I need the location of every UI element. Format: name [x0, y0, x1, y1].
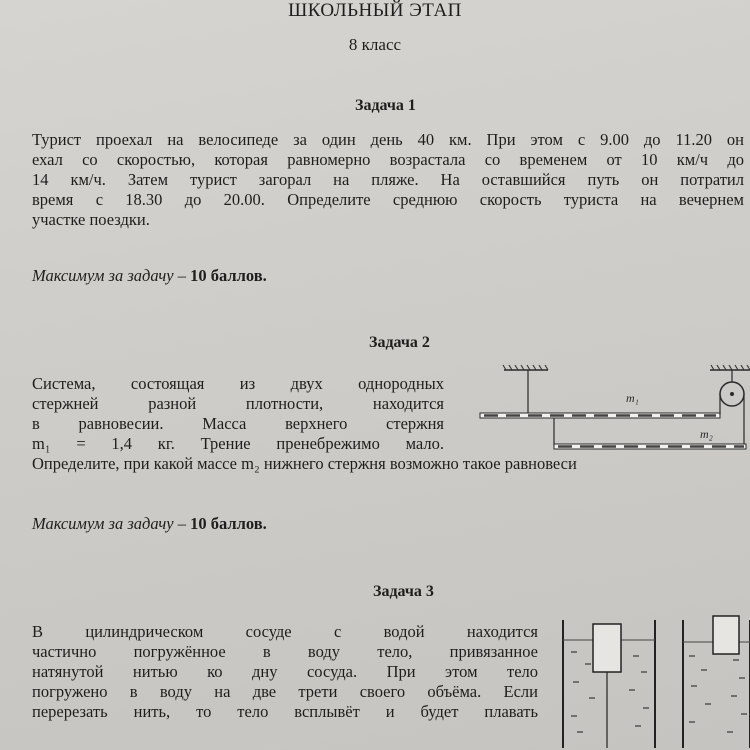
task1-line: время с 18.30 до 20.00. Определите среднюю скорость туриста на вечернем	[32, 190, 744, 209]
task1-title: Задача 1	[355, 97, 416, 114]
stage-header: ШКОЛЬНЫЙ ЭТАП	[288, 0, 462, 21]
task1-max-value: 10 баллов.	[190, 266, 267, 285]
task2-line: в равновесии. Масса верхнего стержня	[32, 414, 444, 433]
task3-line: частично погружённое в воду тело, привязанное	[32, 642, 538, 661]
task3-text	[32, 622, 538, 722]
task2-line: Определите, при какой массе m₂ нижнего стержня возможно такое равновеси	[32, 454, 577, 473]
label-m1: m₁	[626, 391, 639, 405]
task2-max-label: Максимум за задачу –	[32, 514, 191, 533]
label-m2: m₂	[700, 427, 713, 441]
task2-line: m₁ = 1,4 кг. Трение пренебрежимо мало.	[32, 434, 444, 453]
task2-title: Задача 2	[369, 334, 430, 351]
task2-line: стержней разной плотности, находится	[32, 394, 444, 413]
body-left	[593, 624, 621, 672]
vessel-left	[563, 620, 655, 748]
task2-line: Система, состоящая из двух однородных	[32, 374, 444, 393]
task3-line: натянутой нитью ко дну сосуда. При этом тело	[32, 662, 538, 681]
task2-max-value: 10 баллов.	[190, 514, 267, 533]
task2-text	[32, 374, 444, 454]
vessels-figure	[555, 612, 750, 750]
ceiling-right	[710, 365, 750, 370]
task1-line: ехал со скоростью, которая равномерно возрастала со временем от 10 км/ч до	[32, 150, 744, 169]
rods-figure	[470, 360, 750, 460]
body-right	[713, 616, 739, 654]
task3-line: В цилиндрическом сосуде с водой находится	[32, 622, 538, 641]
task3-line: перерезать нить, то тело всплывёт и будет плавать	[32, 702, 538, 721]
task3-title: Задача 3	[373, 583, 434, 600]
water-hatching-right	[689, 656, 747, 732]
lower-rod	[554, 444, 746, 449]
task3-line: погружено в воду на две трети своего объёма. Если	[32, 682, 538, 701]
task1-line: Турист проехал на велосипеде за один день 40 км. При этом с 9.00 до 11.20 он	[32, 130, 744, 149]
vessel-right	[683, 616, 750, 748]
ceiling-left	[503, 365, 548, 370]
upper-rod	[480, 413, 720, 418]
grade-label: 8 класс	[348, 35, 402, 54]
pulley-axle	[730, 392, 734, 396]
task1-line: участке поездки.	[32, 210, 150, 229]
task2-max-score	[32, 514, 267, 534]
task1-max-label: Максимум за задачу –	[32, 266, 191, 285]
task1-max-score	[32, 266, 267, 286]
task1-line: 14 км/ч. Затем турист загорал на пляже. На оставшийся путь он потратил	[32, 170, 744, 189]
task1-text	[32, 130, 744, 230]
